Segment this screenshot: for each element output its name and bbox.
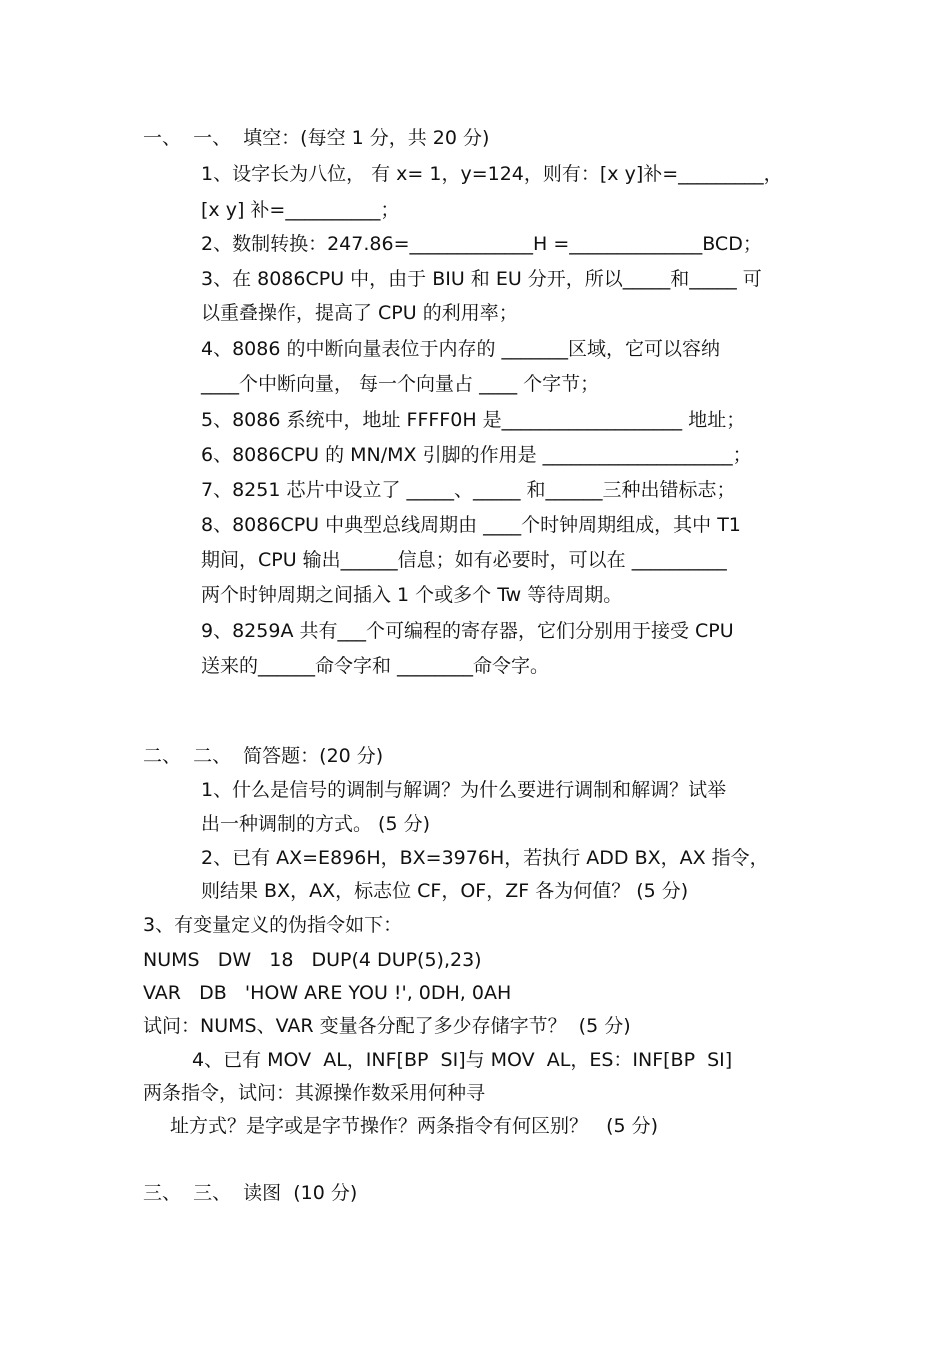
section-2-heading: 二、 二、 简答题：(20 分) <box>143 745 384 767</box>
short-q4-line-3: 址方式？是字或是字节操作？两条指令有何区别？ (5 分) <box>170 1115 659 1137</box>
question-3-line-1: 3、在 8086CPU 中，由于 BIU 和 EU 分开，所以_____和_____ 可 <box>201 268 762 290</box>
question-8-line-2: 期间，CPU 输出______信息；如有必要时，可以在 __________ <box>201 549 727 571</box>
short-q4-line-1: 4、已有 MOV AL，INF[BP SI]与 MOV AL，ES：INF[BP SI] <box>192 1049 733 1071</box>
question-6: 6、8086CPU 的 MN/MX 引脚的作用是 ____________________； <box>201 444 752 466</box>
short-q2-line-1: 2、已有 AX=E896H，BX=3976H，若执行 ADD BX，AX 指令， <box>201 847 769 869</box>
short-q3-question: 试问：NUMS、VAR 变量各分配了多少存储字节？ (5 分) <box>143 1015 631 1037</box>
section-3-heading: 三、 三、 读图 (10 分) <box>143 1182 358 1204</box>
question-8-line-3: 两个时钟周期之间插入 1 个或多个 Tw 等待周期。 <box>201 584 623 606</box>
question-4-line-1: 4、8086 的中断向量表位于内存的 _______区域，它可以容纳 <box>201 338 721 360</box>
code-line-nums: NUMS DW 18 DUP(4 DUP(5),23) <box>143 949 482 971</box>
question-9-line-1: 9、8259A 共有___个可编程的寄存器，它们分别用于接受 CPU <box>201 620 734 642</box>
code-line-var: VAR DB 'HOW ARE YOU !', 0DH, 0AH <box>143 982 512 1004</box>
question-7: 7、8251 芯片中设立了 _____、_____ 和______三种出错标志； <box>201 479 736 501</box>
question-5: 5、8086 系统中，地址 FFFF0H 是___________________ 地址； <box>201 409 746 431</box>
short-q2-line-2: 则结果 BX，AX，标志位 CF，OF，ZF 各为何值？ (5 分) <box>201 880 689 902</box>
question-2: 2、数制转换：247.86=_____________H =______________BCD； <box>201 233 762 255</box>
short-q1-line-1: 1、什么是信号的调制与解调？为什么要进行调制和解调？试举 <box>201 779 727 801</box>
question-9-line-2: 送来的______命令字和 ________命令字。 <box>201 655 550 677</box>
question-3-line-2: 以重叠操作，提高了 CPU 的利用率； <box>201 302 518 324</box>
question-1-line-2: [x y] 补=__________； <box>201 199 400 221</box>
short-q3-line-1: 3、有变量定义的伪指令如下： <box>143 914 403 936</box>
section-1-heading: 一、 一、 填空：(每空 1 分，共 20 分) <box>143 127 490 149</box>
question-4-line-2: ____个中断向量， 每一个向量占 ____ 个字节； <box>201 373 600 395</box>
short-q1-line-2: 出一种调制的方式。 (5 分) <box>201 813 430 835</box>
question-8-line-1: 8、8086CPU 中典型总线周期由 ____个时钟周期组成，其中 T1 <box>201 514 741 536</box>
question-1-line-1: 1、设字长为八位， 有 x= 1，y=124，则有：[x y]补=_________， <box>201 163 783 185</box>
short-q4-line-2: 两条指令，试问：其源操作数采用何种寻 <box>143 1082 486 1104</box>
